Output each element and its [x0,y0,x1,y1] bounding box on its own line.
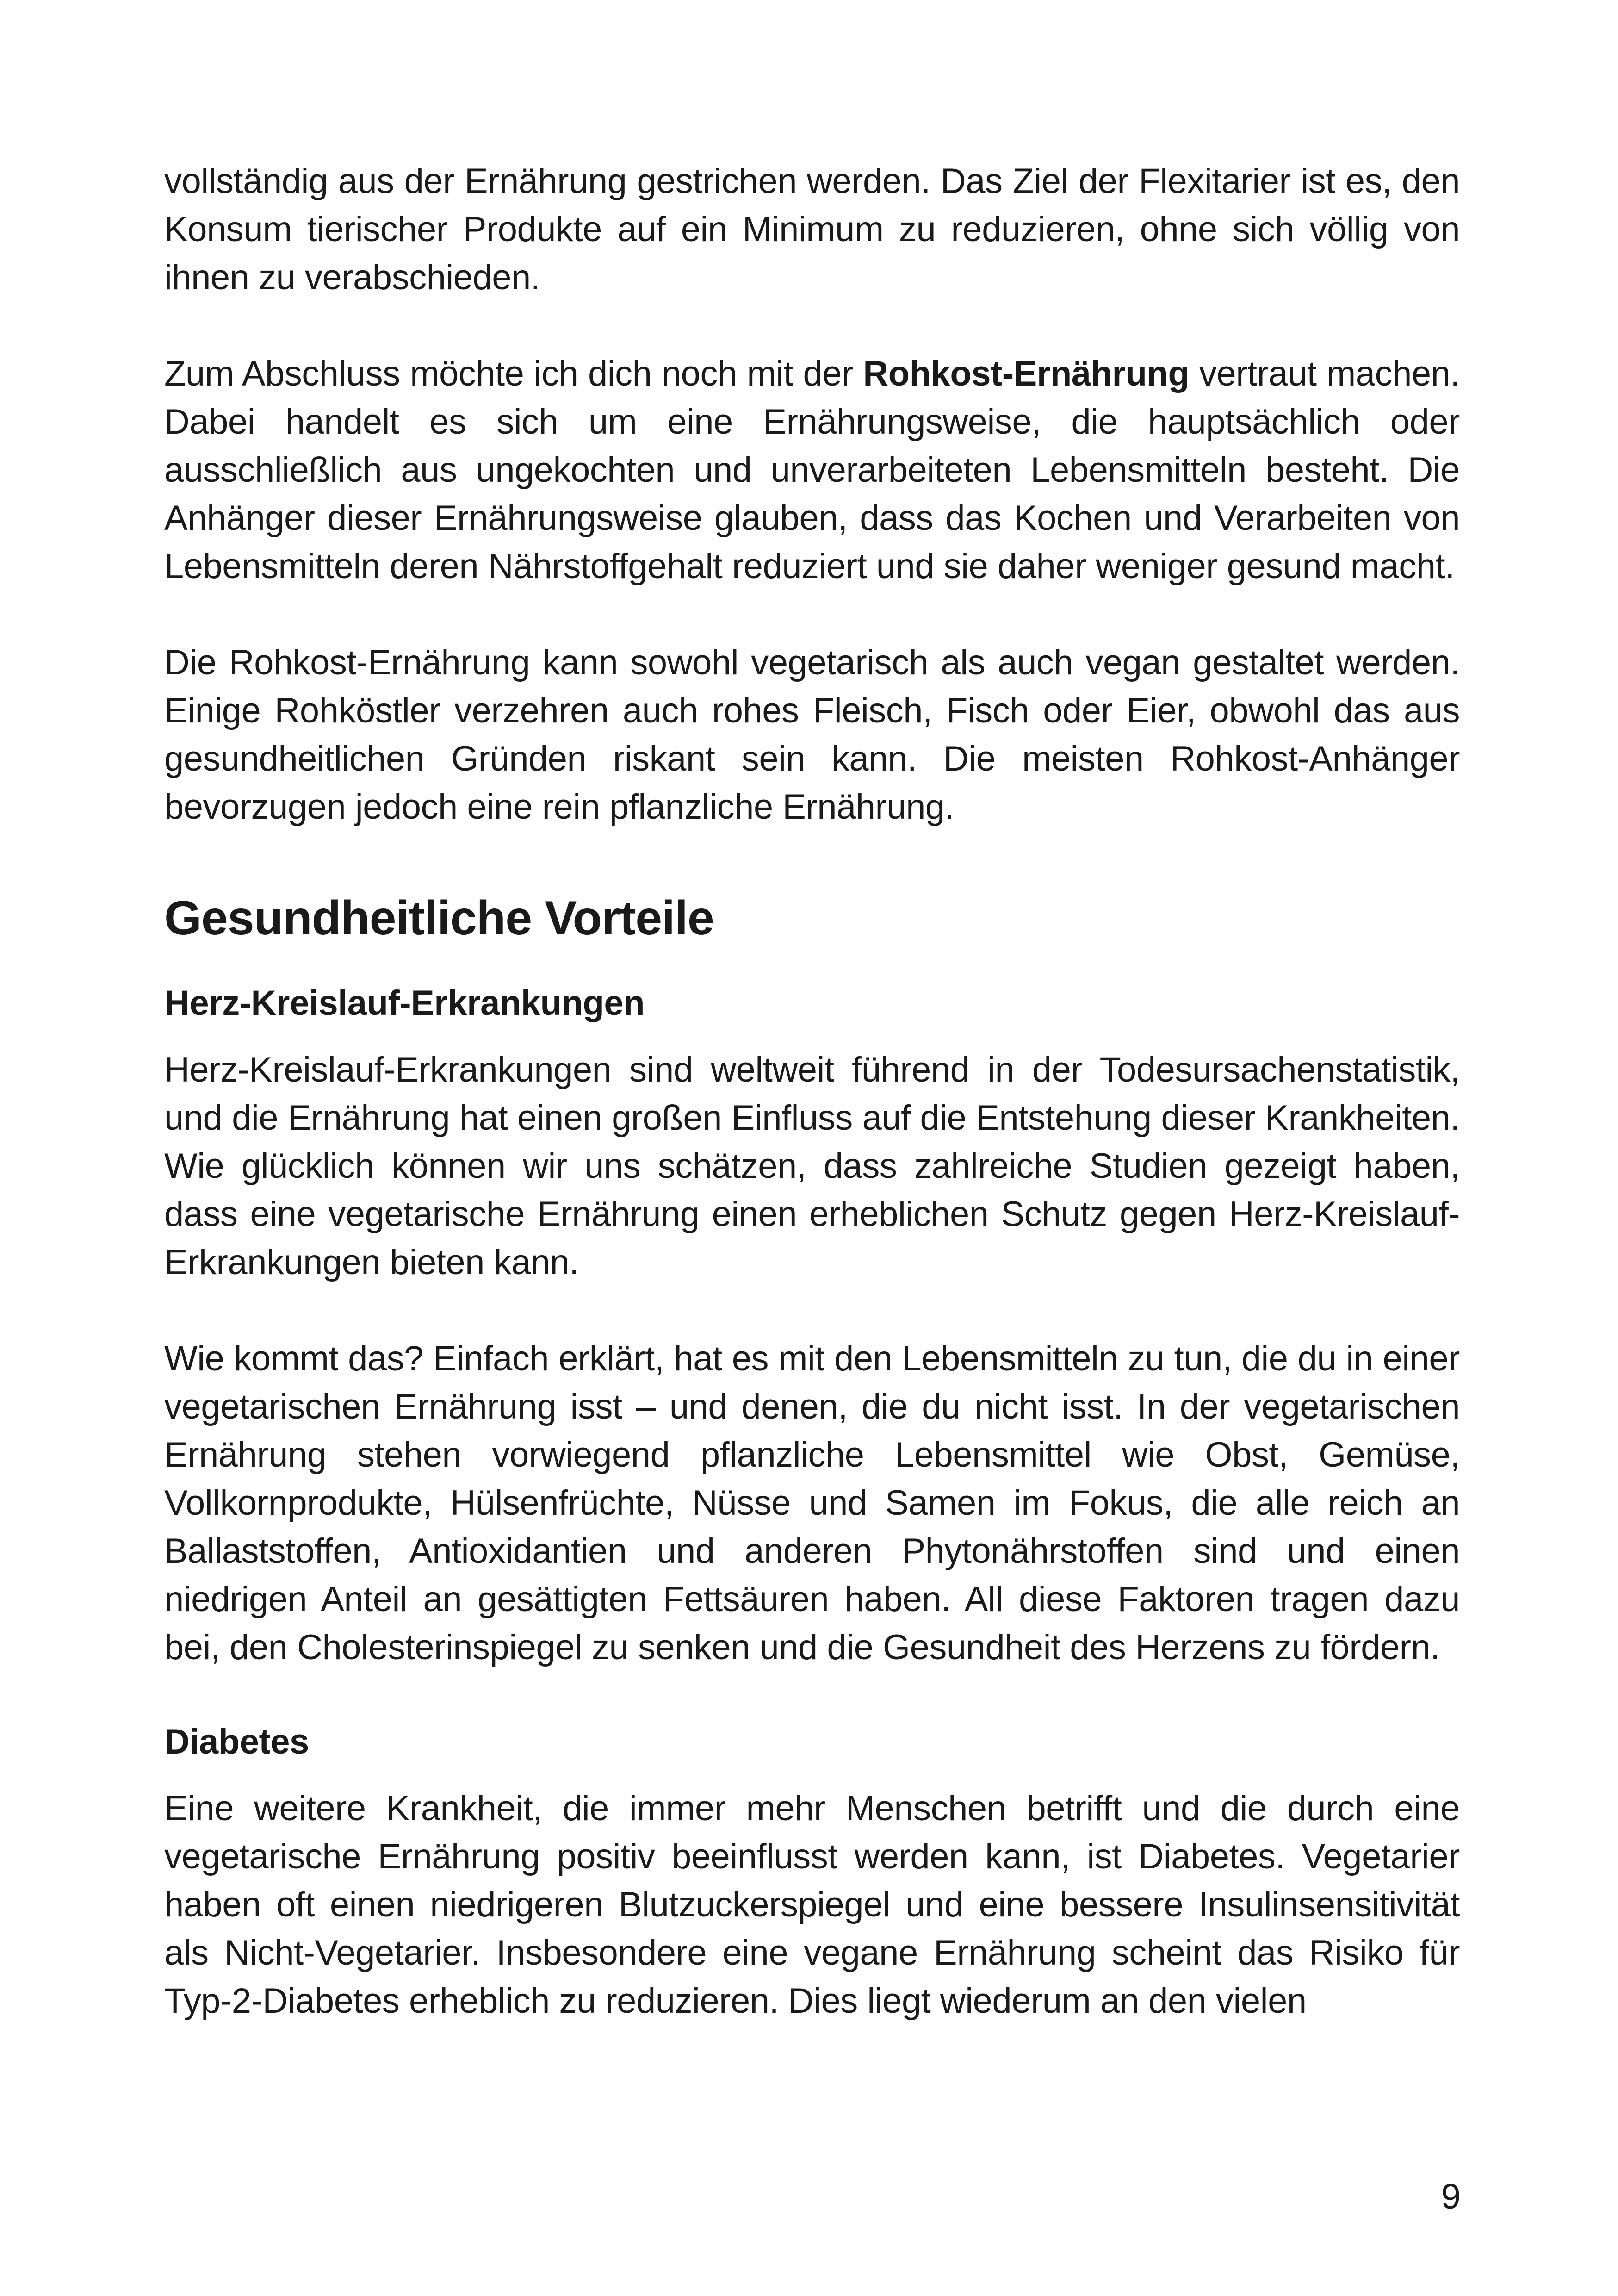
bold-term-rohkost: Rohkost-Ernährung [863,354,1190,393]
subheading-diabetes: Diabetes [164,1722,309,1761]
paragraph-herz-kreislauf: Herz-Kreislauf-Erkrankungen sind weltweit führend in der Todesursachenstatistik, und die Ernährung hat einen großen Einfluss auf die Entstehung dieser Krankheiten. Wie glücklich können wir uns schätzen, dass zahlreiche Studien gezeigt haben, dass eine vegetarische Ernährung einen erheblichen Schutz gegen Herz-Kreislauf-Erkrankungen bieten kann. [164,1050,1460,1282]
paragraph-diabetes: Eine weitere Krankheit, die immer mehr Menschen betrifft und die durch eine vegetarische Ernährung positiv beeinflusst werden kann, ist Diabetes. Vegetarier haben oft einen niedrigeren Blutzuckerspiegel und eine bessere Insulinsensitivität als Nicht-Vegetarier. Insbesondere eine vegane Ernährung scheint das Risiko für Typ-2-Diabetes erheblich zu reduzieren. Dies liegt wiederum an den vielen [164,1789,1460,2021]
section-heading: Gesundheitliche Vorteile [164,891,714,945]
paragraph-flexitarier: vollständig aus der Ernährung gestrichen werden. Das Ziel der Flexitarier ist es, den Konsum tierischer Produkte auf ein Minimum zu reduzieren, ohne sich völlig von ihnen zu verabschieden. [164,162,1460,297]
paragraph-erklaerung: Wie kommt das? Einfach erklärt, hat es mit den Lebensmitteln zu tun, die du in einer vegetarischen Ernährung isst – und denen, die du nicht isst. In der vegetarischen Ernährung stehen vorwiegend pflanzliche Lebensmittel wie Obst, Gemüse, Vollkornprodukte, Hülsenfrüchte, Nüsse und Samen im Fokus, die alle reich an Ballaststoffen, Antioxidantien und anderen Phytonährstoffen sind und einen niedrigen Anteil an gesättigten Fettsäuren haben. All diese Faktoren tragen dazu bei, den Cholesterinspiegel zu senken und die Gesundheit des Herzens zu fördern. [164,1339,1460,1667]
page-content [164,157,1460,2025]
paragraph-rohkost-intro [164,350,1460,591]
paragraph-rohkost-intro-end: vertraut machen. Dabei handelt es sich um eine Ernährungsweise, die hauptsächlich oder ausschließlich aus ungekochten und unverarbeiteten Lebensmitteln besteht. Die Anhänger dieser Ernährungsweise glauben, dass das Kochen und Verarbeiten von Lebensmitteln deren Nährstoffgehalt reduziert und sie daher weniger gesund macht. [164,354,1460,586]
paragraph-rohkost-intro-start: Zum Abschluss möchte ich dich noch mit der [164,354,863,393]
page-number: 9 [1441,2177,1461,2216]
paragraph-rohkost-varianten: Die Rohkost-Ernährung kann sowohl vegetarisch als auch vegan gestaltet werden. Einige Rohköstler verzehren auch rohes Fleisch, Fisch oder Eier, obwohl das aus gesundheitlichen Gründen riskant sein kann. Die meisten Rohkost-Anhänger bevorzugen jedoch eine rein pflanzliche Ernährung. [164,643,1460,827]
subheading-herz-kreislauf: Herz-Kreislauf-Erkrankungen [164,983,645,1023]
